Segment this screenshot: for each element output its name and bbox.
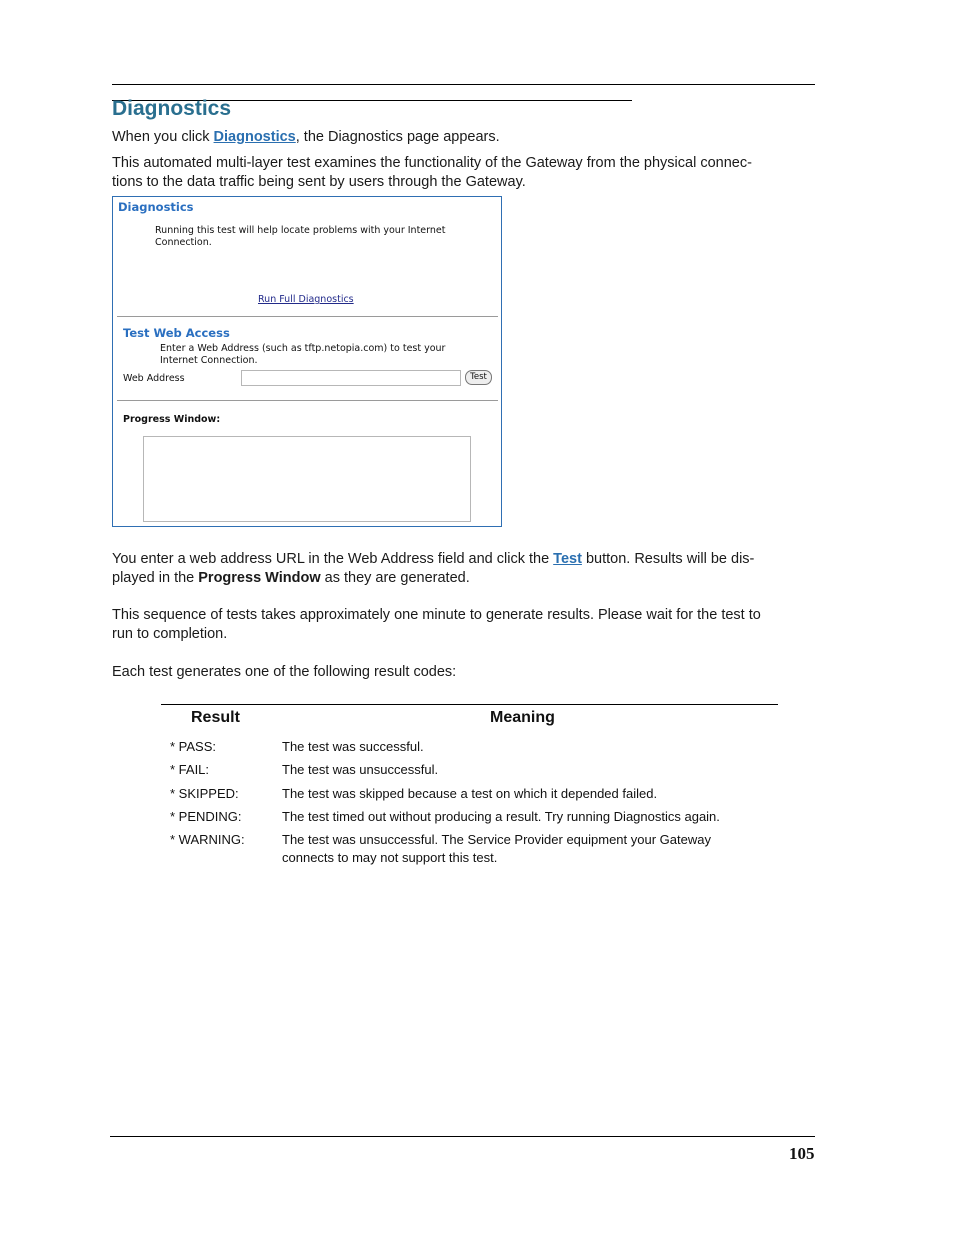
diagnostics-screenshot (112, 196, 502, 527)
diagnostics-link[interactable]: Diagnostics (213, 129, 296, 145)
result-meaning-pass: The test was successful. (282, 739, 424, 754)
result-code-pass: * PASS: (170, 739, 217, 754)
web-address-label: Web Address (123, 373, 185, 384)
intro-paragraph (112, 128, 812, 147)
enter-paragraph (112, 550, 812, 588)
screenshot-running-line-2: Connection. (155, 237, 212, 248)
progress-window[interactable] (143, 436, 471, 522)
screenshot-running-text (155, 225, 495, 249)
result-code-warning: * WARNING: (170, 832, 245, 847)
result-column-header: Result (191, 709, 240, 726)
enter-line2-before: played in the (112, 570, 199, 586)
enter-line2-after: as they are generated. (320, 570, 470, 586)
page-title: Diagnostics (112, 97, 232, 120)
screenshot-running-line-1: Running this test will help locate problems with your Internet (155, 225, 446, 236)
table-top-rule (161, 704, 778, 705)
enter-text-part1: You enter a web address URL in the Web Address field and click the (112, 551, 554, 567)
progress-window-term: Progress Window (198, 570, 321, 586)
description-line-1: This automated multi-layer test examines the functionality of the Gateway from the physical connec- (112, 155, 752, 171)
test-button[interactable]: Test (465, 370, 492, 385)
top-rule (112, 84, 815, 85)
description-paragraph (112, 154, 812, 192)
page-number: 105 (789, 1144, 815, 1163)
intro-text-before: When you click (112, 129, 214, 145)
result-code-pending: * PENDING: (170, 809, 242, 824)
screenshot-diagnostics-title: Diagnostics (118, 200, 194, 214)
sequence-line-1: This sequence of tests takes approximately one minute to generate results. Please wait for the test to (112, 607, 761, 623)
test-web-access-title: Test Web Access (123, 326, 230, 340)
enter-line-1 (112, 550, 812, 569)
sequence-line-2: run to completion. (112, 626, 228, 642)
screenshot-enter-text (160, 343, 490, 367)
result-meaning-warning: The test was unsuccessful. The Service Provider equipment your Gateway connects to may not support this test. (282, 832, 711, 865)
run-full-diagnostics-link[interactable]: Run Full Diagnostics (258, 294, 354, 305)
enter-line-2 (112, 569, 812, 588)
screenshot-enter-line-2: Internet Connection. (160, 355, 258, 366)
each-test-paragraph: Each test generates one of the following result codes: (112, 664, 457, 680)
screenshot-divider-1 (117, 316, 498, 317)
result-code-fail: * FAIL: (170, 762, 210, 777)
screenshot-divider-2 (117, 400, 498, 401)
meaning-column-header: Meaning (490, 709, 555, 726)
progress-window-label: Progress Window: (123, 414, 221, 425)
sequence-paragraph (112, 606, 812, 644)
footer-rule (110, 1136, 815, 1137)
result-meaning-fail: The test was unsuccessful. (282, 762, 439, 777)
web-address-input[interactable] (241, 370, 461, 386)
enter-text-part2: button. Results will be dis- (581, 551, 755, 567)
screenshot-enter-line-1: Enter a Web Address (such as tftp.netopia.com) to test your (160, 343, 446, 354)
description-line-2: tions to the data traffic being sent by users through the Gateway. (112, 174, 526, 190)
intro-text-after: , the Diagnostics page appears. (295, 129, 500, 145)
result-meaning-pending: The test timed out without producing a result. Try running Diagnostics again. (282, 809, 720, 824)
result-meaning-skipped: The test was skipped because a test on which it depended failed. (282, 786, 658, 801)
test-link[interactable]: Test (553, 551, 582, 567)
result-code-skipped: * SKIPPED: (170, 786, 239, 801)
